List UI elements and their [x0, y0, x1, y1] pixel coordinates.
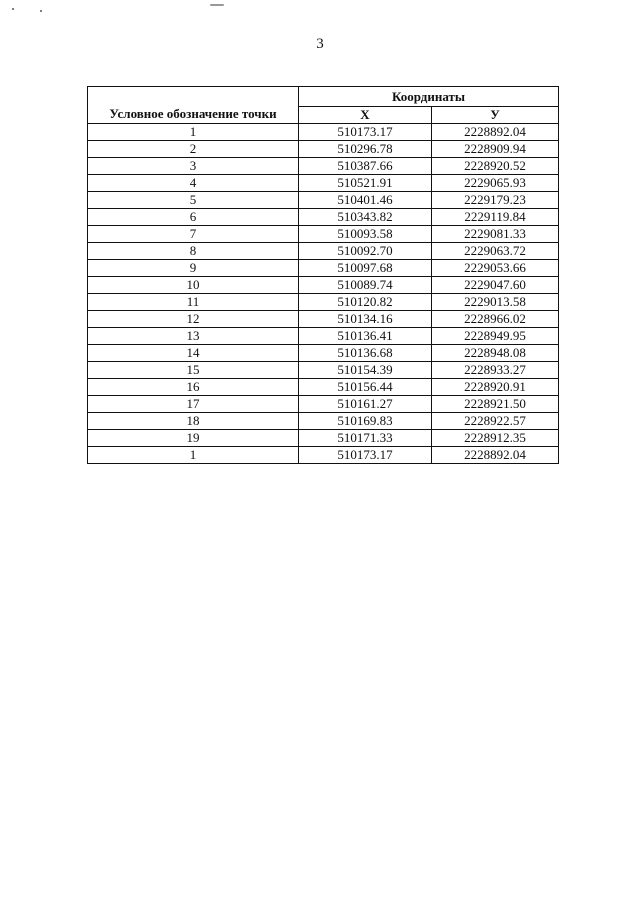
- point-cell: 8: [88, 243, 299, 260]
- point-designation-header: Условное обозначение точки: [88, 87, 299, 124]
- point-cell: 5: [88, 192, 299, 209]
- x-cell: 510521.91: [299, 175, 432, 192]
- table-row: [88, 447, 559, 464]
- point-cell: 14: [88, 345, 299, 362]
- table-header: [88, 87, 559, 124]
- table-row: [88, 209, 559, 226]
- point-cell: 1: [88, 124, 299, 141]
- table-row: [88, 243, 559, 260]
- table-row: [88, 124, 559, 141]
- point-cell: 16: [88, 379, 299, 396]
- table-row: [88, 413, 559, 430]
- x-cell: 510173.17: [299, 124, 432, 141]
- x-cell: 510154.39: [299, 362, 432, 379]
- y-cell: 2228922.57: [432, 413, 559, 430]
- x-cell: 510161.27: [299, 396, 432, 413]
- x-cell: 510343.82: [299, 209, 432, 226]
- point-cell: 10: [88, 277, 299, 294]
- point-cell: 1: [88, 447, 299, 464]
- x-cell: 510171.33: [299, 430, 432, 447]
- table-row: [88, 141, 559, 158]
- table-row: [88, 294, 559, 311]
- y-cell: 2228912.35: [432, 430, 559, 447]
- x-cell: 510120.82: [299, 294, 432, 311]
- table-row: [88, 260, 559, 277]
- x-cell: 510097.68: [299, 260, 432, 277]
- table-row: [88, 226, 559, 243]
- y-cell: 2228949.95: [432, 328, 559, 345]
- y-cell: 2229063.72: [432, 243, 559, 260]
- x-cell: 510136.41: [299, 328, 432, 345]
- x-cell: 510134.16: [299, 311, 432, 328]
- x-cell: 510089.74: [299, 277, 432, 294]
- y-cell: 2229119.84: [432, 209, 559, 226]
- point-cell: 6: [88, 209, 299, 226]
- y-cell: 2228921.50: [432, 396, 559, 413]
- y-header: У: [432, 107, 559, 124]
- y-cell: 2229081.33: [432, 226, 559, 243]
- scan-speck: [12, 8, 14, 10]
- scan-speck: [40, 10, 42, 12]
- y-cell: 2228920.91: [432, 379, 559, 396]
- table-row: [88, 379, 559, 396]
- y-cell: 2229179.23: [432, 192, 559, 209]
- table-body: [88, 124, 559, 464]
- point-cell: 11: [88, 294, 299, 311]
- point-cell: 18: [88, 413, 299, 430]
- y-cell: 2228892.04: [432, 124, 559, 141]
- page-number: 3: [316, 36, 324, 52]
- x-cell: 510296.78: [299, 141, 432, 158]
- y-cell: 2228966.02: [432, 311, 559, 328]
- point-cell: 15: [88, 362, 299, 379]
- y-cell: 2229013.58: [432, 294, 559, 311]
- table-row: [88, 158, 559, 175]
- table-row: [88, 396, 559, 413]
- point-cell: 13: [88, 328, 299, 345]
- x-cell: 510173.17: [299, 447, 432, 464]
- point-cell: 19: [88, 430, 299, 447]
- point-cell: 3: [88, 158, 299, 175]
- table-row: [88, 328, 559, 345]
- y-cell: 2229065.93: [432, 175, 559, 192]
- table-row: [88, 311, 559, 328]
- table-row: [88, 175, 559, 192]
- y-cell: 2228933.27: [432, 362, 559, 379]
- coordinates-header: Координаты: [299, 87, 559, 107]
- y-cell: 2228920.52: [432, 158, 559, 175]
- x-cell: 510401.46: [299, 192, 432, 209]
- table-row: [88, 362, 559, 379]
- point-cell: 4: [88, 175, 299, 192]
- table-row: [88, 192, 559, 209]
- coordinates-table: [87, 86, 559, 464]
- y-cell: 2229053.66: [432, 260, 559, 277]
- table-row: [88, 430, 559, 447]
- point-cell: 12: [88, 311, 299, 328]
- x-cell: 510169.83: [299, 413, 432, 430]
- y-cell: 2229047.60: [432, 277, 559, 294]
- table-row: [88, 345, 559, 362]
- point-cell: 2: [88, 141, 299, 158]
- point-cell: 7: [88, 226, 299, 243]
- x-cell: 510092.70: [299, 243, 432, 260]
- x-header: Х: [299, 107, 432, 124]
- point-cell: 17: [88, 396, 299, 413]
- scan-speck: [210, 4, 224, 6]
- table-row: [88, 277, 559, 294]
- y-cell: 2228892.04: [432, 447, 559, 464]
- x-cell: 510093.58: [299, 226, 432, 243]
- x-cell: 510387.66: [299, 158, 432, 175]
- y-cell: 2228948.08: [432, 345, 559, 362]
- x-cell: 510156.44: [299, 379, 432, 396]
- point-cell: 9: [88, 260, 299, 277]
- x-cell: 510136.68: [299, 345, 432, 362]
- y-cell: 2228909.94: [432, 141, 559, 158]
